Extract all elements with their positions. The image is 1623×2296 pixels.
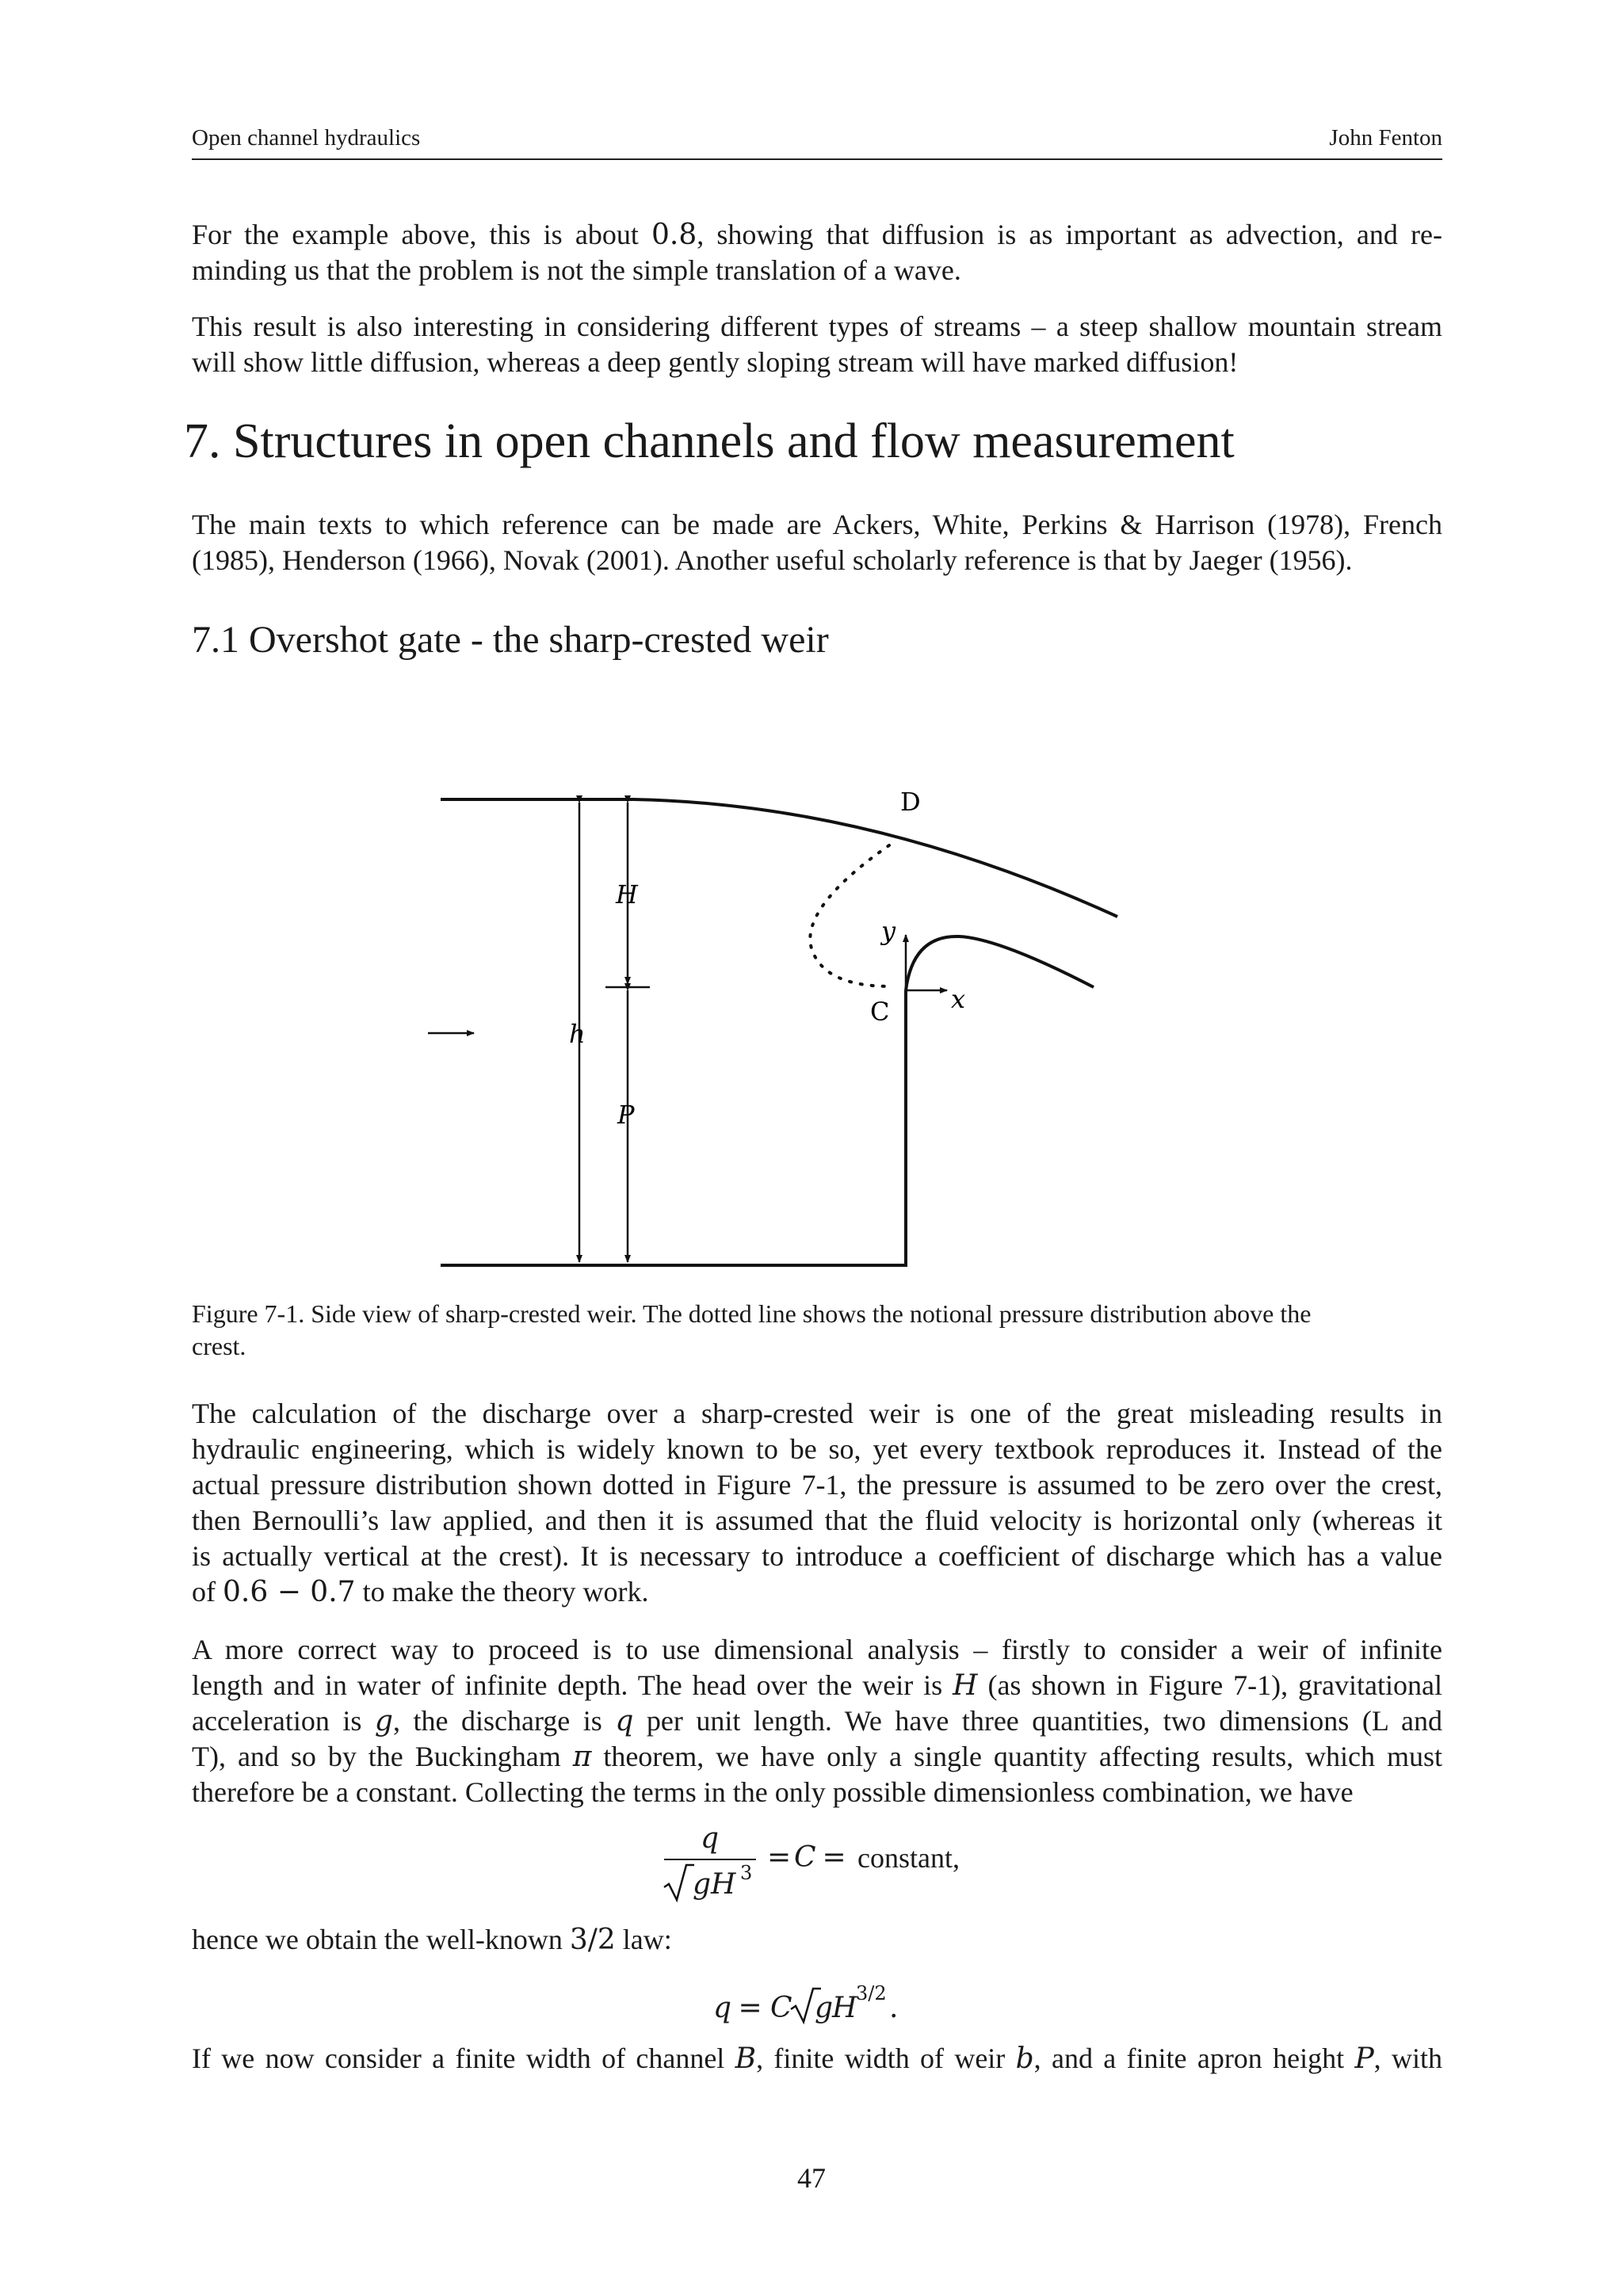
eq2-q: q — [713, 1992, 732, 2024]
eq2-equals: = — [729, 1992, 772, 2024]
math-inline: π — [572, 1741, 592, 1773]
eq2-g: g — [815, 1992, 834, 2024]
label-D: D — [900, 787, 921, 817]
eq2-C: C — [770, 1992, 792, 2024]
eq2-exponent: 3/2 — [856, 1982, 887, 2004]
caption-line: crest. — [192, 1332, 246, 1360]
paragraph-three-halves-law: hence we obtain the well-known 3/2 law: — [192, 1924, 672, 1956]
eq-numerator: q — [701, 1822, 720, 1855]
text-line: For the example above, this is about 0.8, showing that diffusion is as important as advection, and re- — [192, 219, 1442, 251]
upper-nappe-line — [441, 799, 1117, 917]
caption-line: Figure 7-1. Side view of sharp-crested weir. The dotted line shows the notional pressure distribution above the — [192, 1299, 1312, 1328]
running-header-author: John Fenton — [1329, 125, 1442, 151]
math-inline: b — [1015, 2042, 1034, 2075]
text-line: minding us that the problem is not the simple translation of a wave. — [192, 254, 961, 286]
text-line: of 0.6 − 0.7 to make the theory work. — [192, 1576, 649, 1608]
text-line: (1985), Henderson (1966), Novak (2001). Another useful scholarly reference is that by Jaeger (1956). — [192, 544, 1353, 576]
text-line: The calculation of the discharge over a sharp-crested weir is one of the great misleading results in — [192, 1398, 1442, 1429]
label-C: C — [870, 997, 890, 1027]
label-x: x — [951, 984, 966, 1014]
text-line: will show little diffusion, whereas a deep gently sloping stream will have marked diffusion! — [192, 346, 1239, 378]
text-line: If we now consider a finite width of channel B, finite width of weir b, and a finite apron height P, with — [192, 2042, 1442, 2075]
text-line: hydraulic engineering, which is widely known to be so, yet every textbook reproduces it. Instead of the — [192, 1433, 1442, 1465]
text-line: is actually vertical at the crest). It is necessary to introduce a coefficient of discharge which has a value — [192, 1540, 1442, 1572]
subsection-heading: 7.1 Overshot gate - the sharp-crested weir — [192, 619, 829, 661]
paragraph-dimensional-analysis — [192, 1632, 1442, 1810]
math-inline: 0.6 − 0.7 — [223, 1576, 356, 1608]
math-inline: q — [615, 1705, 634, 1737]
label-H: H — [616, 879, 638, 910]
text-line: actual pressure distribution shown dotted in Figure 7-1, the pressure is assumed to be zero over the crest, — [192, 1469, 1442, 1501]
eq-equals-2: = — [813, 1841, 856, 1874]
fraction-bar — [664, 1859, 756, 1860]
pressure-distribution-dotted — [810, 845, 892, 986]
math-inline: H — [953, 1669, 978, 1702]
eq-equals: = — [767, 1841, 800, 1874]
math-inline: g — [374, 1705, 393, 1737]
eq-constant-text: constant, — [857, 1842, 960, 1874]
text-line: acceleration is g, the discharge is q per unit length. We have three quantities, two dimensions (L and — [192, 1705, 1442, 1737]
math-inline: 3/2 — [569, 1924, 616, 1956]
eq-C: C — [794, 1841, 816, 1874]
text-line: then Bernoulli’s law applied, and then it is assumed that the fluid velocity is horizontal only (whereas it — [192, 1505, 1442, 1536]
running-header-title: Open channel hydraulics — [192, 125, 421, 151]
text-line: T), and so by the Buckingham π theorem, we have only a single quantity affecting results, which must — [192, 1741, 1443, 1773]
text-line: therefore be a constant. Collecting the terms in the only possible dimensionless combination, we have — [192, 1776, 1354, 1808]
text-line: The main texts to which reference can be made are Ackers, White, Perkins & Harrison (1978), French — [192, 509, 1442, 540]
math-inline: 0.8 — [651, 219, 697, 251]
eq-denominator-exponent: 3 — [740, 1862, 753, 1884]
label-P: P — [617, 1100, 635, 1130]
equation-three-halves — [713, 1982, 951, 2030]
figure-caption — [192, 1298, 1442, 1363]
eq2-H: H — [832, 1992, 857, 2024]
page-number: 47 — [797, 2162, 826, 2194]
text-line: A more correct way to proceed is to use dimensional analysis – firstly to consider a weir of infinite — [192, 1634, 1442, 1665]
equation-constant — [658, 1822, 991, 1909]
paragraph-finite-width — [192, 2041, 1442, 2077]
section-heading: 7. Structures in open channels and flow measurement — [184, 414, 1235, 468]
text-line: This result is also interesting in considering different types of streams – a steep shallow mountain stream — [192, 311, 1442, 342]
text-line: length and in water of infinite depth. The head over the weir is H (as shown in Figure 7-1), gravitational — [192, 1669, 1442, 1702]
label-y: y — [881, 916, 896, 946]
math-inline: P — [1354, 2042, 1374, 2075]
paragraph-misleading-results — [192, 1396, 1442, 1610]
label-h: h — [569, 1019, 586, 1049]
eq-denominator: gH — [693, 1868, 736, 1901]
math-inline: B — [735, 2042, 757, 2075]
sqrt-sign — [663, 1863, 694, 1903]
lower-nappe-line — [906, 936, 1094, 990]
eq2-period: . — [889, 1992, 899, 2024]
